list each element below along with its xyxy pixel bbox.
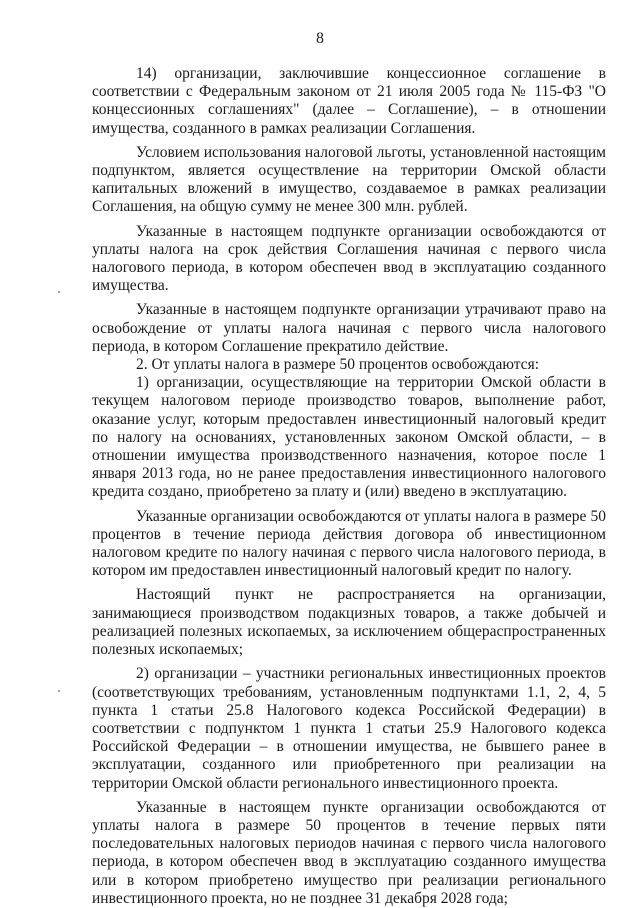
paragraph-condition: Условием использования налоговой льготы, установленной настоящим подпунктом, является осуществление на территории Омской области капитальных вложений в имущество, создаваемое в рамках реализации Соглашения, на общую сумму не менее 300 млн. рублей. (92, 143, 606, 216)
paragraph-item-14: 14) организации, заключившие концессионное соглашение в соответствии с Федеральным законом от 21 июля 2005 года № 115-ФЗ "О концессионных соглашениях" (далее – Соглашение), – в отношении имущества, созданного в рамках реализации Соглашения. (92, 65, 606, 137)
paragraph-item-1: 1) организации, осуществляющие на территории Омской области в текущем налоговом периоде производство товаров, выполнение работ, оказание услуг, которым предоставлен инвестиционный налоговый кредит по налогу на основаниях, установленных законом Омской области, – в отношении имущества производственного назначения, которое после 1 января 2013 года, но не ранее предоставления инвестиционного налогового кредита создано, приобретено за плату и (или) введено в эксплуатацию. (92, 374, 606, 501)
scan-speck (58, 690, 60, 692)
paragraph-loss-of-right: Указанные в настоящем подпункте организации утрачивают право на освобождение от уплаты налога начиная с первого числа налогового периода, в котором Соглашение прекратило действие. (92, 301, 606, 355)
paragraph-item-2: 2) организации – участники региональных инвестиционных проектов (соответствующих требованиям, установленным подпунктами 1.1, 2, 4, 5 пункта 1 статьи 25.8 Налогового кодекса Российской Федерации) в соответствии с подпунктом 1 пункта 1 статьи 25.9 Налогового кодекса Российской Федерации – в отношении имущества, не бывшего ранее в эксплуатации, созданного или приобретенного при реализации на территории Омской области регионального инвестиционного проекта. (92, 665, 606, 792)
page-number: 8 (316, 30, 324, 47)
paragraph-section-2: 2. От уплаты налога в размере 50 процентов освобождаются: (136, 356, 539, 374)
paragraph-item-1-term: Указанные организации освобождаются от уплаты налога в размере 50 процентов в течение периода действия договора об инвестиционном налоговом кредите по налогу начиная с первого числа налогового периода, в котором им предоставлен инвестиционный налоговый кредит по налогу. (92, 507, 606, 580)
paragraph-item-2-term: Указанные в настоящем пункте организации освобождаются от уплаты налога в размере 50 процентов в течение первых пяти последовательных налоговых периодов начиная с первого числа налогового периода, в котором обеспечен ввод в эксплуатацию созданного имущества или в котором приобретено имущество при реализации регионального инвестиционного проекта, но не позднее 31 декабря 2028 года; (92, 798, 606, 907)
paragraph-exclusion: Настоящий пункт не распространяется на организации, занимающиеся производством подакцизных товаров, а также добычей и реализацией полезных ископаемых, за исключением общераспространенных полезных ископаемых; (92, 586, 606, 659)
scan-speck (58, 291, 60, 293)
paragraph-exemption-term: Указанные в настоящем подпункте организации освобождаются от уплаты налога на срок действия Соглашения начиная с первого числа налогового периода, в котором обеспечен ввод в эксплуатацию созданного имущества. (92, 222, 606, 295)
document-body (92, 65, 606, 908)
